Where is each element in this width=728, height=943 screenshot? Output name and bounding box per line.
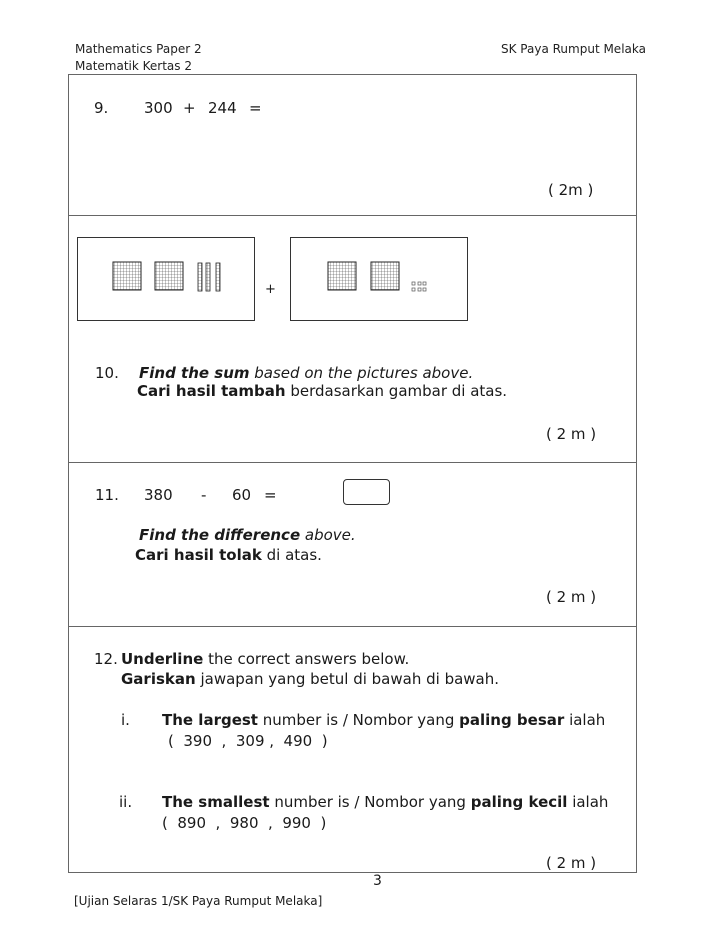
page-number: 3 [373,873,382,889]
q11-malay-rest: di atas. [261,546,322,564]
q10-plus-sign: + [265,282,276,297]
q11-operand-b: 60 [232,486,252,504]
q9-number: 9. [94,99,109,117]
q10-marks: ( 2 m ) [546,425,597,443]
divider-q9-q10 [68,215,637,216]
base-ten-blocks-2-image [291,238,466,319]
q11-equals: = [264,486,277,504]
q10-english-line [139,364,473,382]
q10-malay-line [137,382,507,400]
header-school-name: SK Paya Rumput Melaka [501,42,646,56]
q11-english-rest: above. [300,526,356,544]
q12-marks: ( 2 m ) [546,854,597,872]
footer-note: [Ujian Selaras 1/SK Paya Rumput Melaka] [74,894,323,908]
q12-item-1-roman: i. [121,711,130,729]
base-ten-blocks-1-image [78,238,253,319]
q12-item-2-mid: number is / Nombor yang [269,793,471,811]
q12-english-line [121,650,409,668]
q12-malay-line [121,670,499,688]
q11-marks: ( 2 m ) [546,588,597,606]
q12-item-1-tail-bold: paling besar [459,711,565,729]
header-paper-title-en: Mathematics Paper 2 [75,42,202,56]
q10-english-bold: Find the sum [139,364,250,382]
q9-equals: = [249,99,262,117]
q11-english-bold: Find the difference [139,526,301,544]
q12-english-rest: the correct answers below. [203,650,410,668]
q12-item-2-end: ialah [567,793,609,811]
q10-malay-bold: Cari hasil tambah [137,382,286,400]
q12-malay-rest: jawapan yang betul di bawah di bawah. [195,670,500,688]
q12-english-bold: Underline [121,650,204,668]
q11-malay-bold: Cari hasil tolak [135,546,262,564]
q12-number: 12. [94,650,118,668]
q10-english-rest: based on the pictures above. [249,364,474,382]
q12-item-1-options[interactable]: ( 390 , 309 , 490 ) [168,732,328,750]
q12-item-2-options[interactable]: ( 890 , 980 , 990 ) [162,814,327,832]
q12-item-1-mid: number is / Nombor yang [257,711,460,729]
q9-operator: + [183,99,196,117]
divider-q11-q12 [68,626,637,627]
q9-operand-b: 244 [208,99,237,117]
q10-malay-rest: berdasarkan gambar di atas. [285,382,508,400]
q9-operand-a: 300 [144,99,173,117]
q9-marks: ( 2m ) [548,181,594,199]
base-ten-blocks-picture-1 [77,237,255,321]
q12-item-1-end: ialah [564,711,606,729]
q12-item-1-statement [162,711,605,729]
header-paper-title-ms: Matematik Kertas 2 [75,59,192,73]
base-ten-blocks-picture-2 [290,237,468,321]
q11-answer-box[interactable] [343,479,390,505]
divider-q10-q11 [68,462,637,463]
q12-malay-bold: Gariskan [121,670,196,688]
q12-item-2-lead-bold: The smallest [162,793,270,811]
q12-item-1-lead-bold: The largest [162,711,258,729]
q12-item-2-tail-bold: paling kecil [470,793,568,811]
q11-operator: - [201,486,207,504]
q11-number: 11. [95,486,119,504]
q11-english-line [139,526,356,544]
q12-item-2-statement [162,793,608,811]
q10-number: 10. [95,364,119,382]
q12-item-2-roman: ii. [119,793,133,811]
q11-malay-line [135,546,322,564]
q11-operand-a: 380 [144,486,173,504]
